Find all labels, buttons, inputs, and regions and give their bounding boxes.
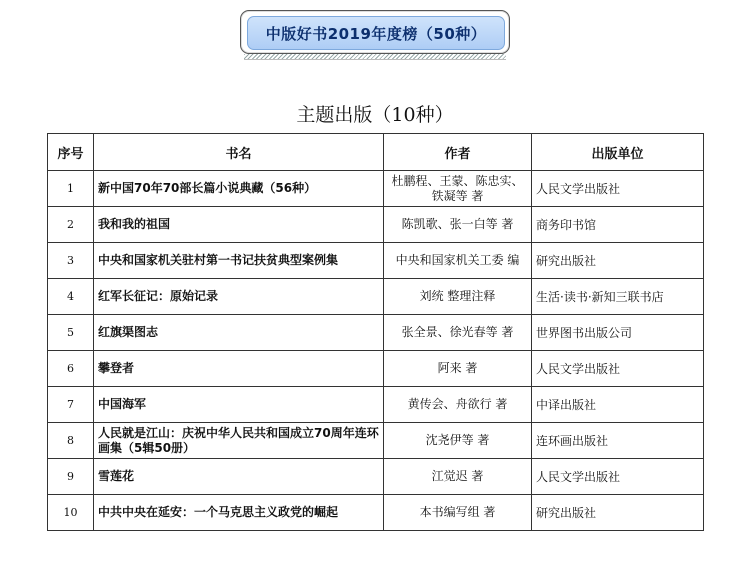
row-index: 10 xyxy=(48,495,94,531)
section-title: 主题出版（10种） xyxy=(296,104,454,126)
row-book-title: 中国海军 xyxy=(94,387,384,423)
row-book-title: 雪莲花 xyxy=(94,459,384,495)
row-index: 5 xyxy=(48,315,94,351)
row-publisher: 人民文学出版社 xyxy=(532,171,704,207)
row-index: 6 xyxy=(48,351,94,387)
banner xyxy=(240,10,510,60)
row-publisher: 商务印书馆 xyxy=(532,207,704,243)
row-publisher: 生活·读书·新知三联书店 xyxy=(532,279,704,315)
banner-shadow xyxy=(244,54,506,60)
row-index: 1 xyxy=(48,171,94,207)
row-publisher: 人民文学出版社 xyxy=(532,459,704,495)
table-row xyxy=(48,495,704,531)
header-book: 书名 xyxy=(94,134,384,171)
table-row xyxy=(48,315,704,351)
table-row xyxy=(48,207,704,243)
row-author: 刘统 整理注释 xyxy=(384,279,532,315)
table-row xyxy=(48,423,704,459)
row-author: 阿来 著 xyxy=(384,351,532,387)
row-author: 本书编写组 著 xyxy=(384,495,532,531)
row-book-title: 人民就是江山：庆祝中华人民共和国成立70周年连环画集（5辑50册） xyxy=(94,423,384,459)
row-book-title: 我和我的祖国 xyxy=(94,207,384,243)
row-publisher: 连环画出版社 xyxy=(532,423,704,459)
row-publisher: 世界图书出版公司 xyxy=(532,315,704,351)
row-author: 陈凯歌、张一白等 著 xyxy=(384,207,532,243)
header-index: 序号 xyxy=(48,134,94,171)
header-publisher: 出版单位 xyxy=(532,134,704,171)
row-index: 4 xyxy=(48,279,94,315)
books-table xyxy=(47,133,704,531)
row-book-title: 攀登者 xyxy=(94,351,384,387)
row-author: 黄传会、舟欲行 著 xyxy=(384,387,532,423)
row-book-title: 中央和国家机关驻村第一书记扶贫典型案例集 xyxy=(94,243,384,279)
table-header-row xyxy=(48,134,704,171)
row-index: 2 xyxy=(48,207,94,243)
row-publisher: 研究出版社 xyxy=(532,243,704,279)
table-row xyxy=(48,387,704,423)
row-book-title: 新中国70年70部长篇小说典藏（56种） xyxy=(94,171,384,207)
row-author: 沈尧伊等 著 xyxy=(384,423,532,459)
table-row xyxy=(48,279,704,315)
banner-title: 中版好书2019年度榜（50种） xyxy=(247,16,505,50)
table-row xyxy=(48,243,704,279)
table-row xyxy=(48,171,704,207)
row-author: 江觉迟 著 xyxy=(384,459,532,495)
row-index: 3 xyxy=(48,243,94,279)
row-author: 杜鹏程、王蒙、陈忠实、铁凝等 著 xyxy=(384,171,532,207)
row-author: 张全景、徐光春等 著 xyxy=(384,315,532,351)
row-book-title: 红旗渠图志 xyxy=(94,315,384,351)
row-index: 8 xyxy=(48,423,94,459)
header-author: 作者 xyxy=(384,134,532,171)
row-index: 7 xyxy=(48,387,94,423)
row-publisher: 研究出版社 xyxy=(532,495,704,531)
row-publisher: 中译出版社 xyxy=(532,387,704,423)
table-row xyxy=(48,459,704,495)
row-author: 中央和国家机关工委 编 xyxy=(384,243,532,279)
row-book-title: 红军长征记：原始记录 xyxy=(94,279,384,315)
row-book-title: 中共中央在延安：一个马克思主义政党的崛起 xyxy=(94,495,384,531)
row-publisher: 人民文学出版社 xyxy=(532,351,704,387)
table-row xyxy=(48,351,704,387)
row-index: 9 xyxy=(48,459,94,495)
banner-frame xyxy=(240,10,510,54)
